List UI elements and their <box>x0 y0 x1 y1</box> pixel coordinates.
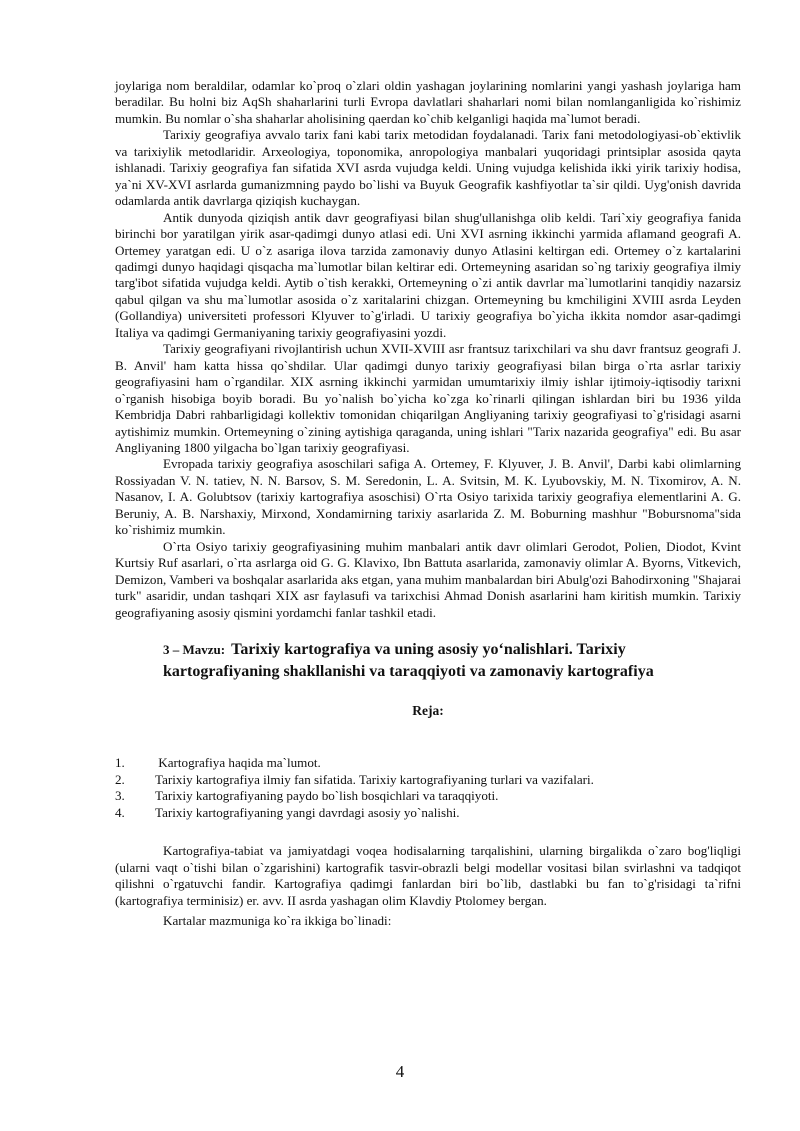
plan-title: Reja: <box>412 702 444 718</box>
plan-list <box>115 755 741 821</box>
page-number: 4 <box>395 1062 405 1081</box>
plan-item <box>115 788 741 805</box>
plan-item <box>115 755 741 772</box>
plan-item-number: 4. <box>115 804 125 820</box>
plan-item <box>115 772 741 789</box>
plan-item-text: Tarixiy kartografiya ilmiy fan sifatida. Tarixiy kartografiyaning turlari va vazifalari. <box>155 771 594 787</box>
topic-heading <box>115 639 741 683</box>
paragraph: Kartalar mazmuniga ko`ra ikkiga bo`linadi: <box>163 913 392 929</box>
topic-label: 3 – Mavzu: <box>163 641 226 657</box>
document-page <box>115 78 741 930</box>
paragraph: Kartografiya-tabiat va jamiyatdagi voqea hodisalarning tarqalishini, ularning birgalikda o`zaro bog'liqligi (ularni vaqt o`tishi bilan o`zgarishini) kartografik tasvir-obrazli belgi modellar vositasi bilan svirlashni va tadqiqot qilishni o`rgatuvchi fandir. Kartografiya qadimgi fanlardan biri bo`lib, dastlabki bu fan to`g'risidagi ta`rifni (kartografiya terminisiz) er. avv. II asrda yashagan olim Klavdiy Ptolomey bergan. <box>115 843 741 908</box>
paragraph: O`rta Osiyo tarixiy geografiyasining muhim manbalari antik davr olimlari Gerodot, Polien, Diodot, Kvint Kurtsiy Ruf asarlari, o`rta asrlarga oid G. G. Klavixo, Ibn Battuta asarlarida, zamonaviy olimlar A. Byorns, Vitkevich, Demizon, Vamberi va boshqalar asarlarida aks etgan, yana muhim manbalardan biri Abulg'ozi Bahodirxoning "Shajarai turk" asaridir, undan tashqari XIX asr faylasufi va tarixchisi Ahmad Donish asarlarini ham kiritish mumkin. Tarixiy geografiyaning asosiy qismini yordamchi fanlar tashkil etadi. <box>115 538 741 620</box>
plan-item-text: Tarixiy kartografiyaning yangi davrdagi asosiy yo`nalishi. <box>155 804 460 820</box>
paragraph: Evropada tarixiy geografiya asoschilari safiga A. Ortemey, F. Klyuver, J. B. Anvil', Darbi kabi olimlarning Rossiyadan V. N. tatiev, N. N. Barsov, S. M. Seredonin, L. A. Svitsin, M. K. Lyubovskiy, M. N. Tixomirov, A. N. Nasanov, I. A. Golubtsov (tarixiy kartografiya asoschisi) O`rta Osiyo tarixida tarixiy geografiya elementlarini A. G. Beruniy, A. B. Narshaxiy, Mirxond, Xondamirning tarixiy asarlarida Z. M. Boburning mashhur "Bobursnoma"sida ko`rishimiz mumkin. <box>115 456 741 538</box>
paragraph-continuation: joylariga nom beraldilar, odamlar ko`proq o`zlari oldin yashagan joylarining nomlarini yangi yashash joylariga ham beradilar. Bu holni biz AqSh shaharlarini turli Evropa davlatlari shaharlari nomi bilan nomlanganligida ko`rishimiz mumkin. Bu nomlar o`sha shaharlar aholisining qaerdan ko`chib kelganligi haqida ma`lumot beradi. <box>115 78 741 126</box>
paragraph: Antik dunyoda qiziqish antik davr geografiyasi bilan shug'ullanishga olib keldi. Tari`xiy geografiya fanida birinchi bor yaratilgan yirik asar-qadimgi dunyo atlasi edi. Uni XVI asrning ikkinchi yarmida aflamand geografi A. Ortemey yaratgan edi. U o`z asariga ilova tarzida zamonaviy dunyo Atlasini keltirgan edi. Ortemey o`z kartalarini qadimgi dunyo haqidagi qisqacha ma`lumotlar bilan keltirar edi. Ortemeyning asaridan so`ng tarixiy geografiya ilmiy targ'ibot sifatida vujudga keldi. Aytib o`tish kerakki, Ortemeyning o`zi antik davrlar ma`lumotlarini tanqidiy nazarsiz qabul qilgan va shu ma`lumotlar asosida o`z xaritalarini chizgan. Ortemeyning bu kmchiligini XVIII asrda Leyden (Gollandiya) universiteti professori Klyuver to`g'irladi. U tarixiy geografiya bo`yicha ikkita nomdor asar-qadimgi Italiya va qadimgi Germaniyaning tarixiy geografiyasini yozdi. <box>115 209 741 340</box>
plan-item-number: 2. <box>115 771 125 787</box>
plan-item-number: 3. <box>115 788 125 804</box>
plan-item-text: Kartografiya haqida ma`lumot. <box>155 754 321 770</box>
plan-item-number: 1. <box>115 754 125 770</box>
topic-title: Tarixiy kartografiya va uning asosiy yo‘nalishlari. Tarixiy kartografiyaning shakllanishi va taraqqiyoti va zamonaviy kartografiya <box>163 640 654 680</box>
plan-item-text: Tarixiy kartografiyaning paydo bo`lish bosqichlari va taraqqiyoti. <box>155 788 499 804</box>
plan-item <box>115 805 741 822</box>
paragraph: Tarixiy geografiyani rivojlantirish uchun XVII-XVIII asr frantsuz tarixchilari va shu davr frantsuz geografi J. B. Anvil' ham katta hissa qo`shdilar. Ular qadimgi dunyo tarixiy geografiyasi bilan birga o`rta asrlar tarixiy geografiyasini ham o`rgandilar. XIX asrning ikkinchi yarmidan umumtarixiy ilmiy ishlar ijtimoiy-iqtisodiy tarixni o`rganish hisobiga boyib boradi. Bu yo`nalish bo`yicha ko`zga ko`rinarli qilingan ishlardan biri bu 1936 yilda Kembridja Dabri rahbarligidagi kollektiv tomonidan chiqarilgan Angliyaning tarixiy geografiyasi to`g'risidagi asarni aytishimiz mumkin. Ortemeyning o`zining aytishiga qaraganda, uning ishlari "Tarix nazarida geografiya" edi. Bu asar Angliyaning 1800 yilgacha bo`lgan tarixiy geografiyasi. <box>115 341 741 455</box>
paragraph: Tarixiy geografiya avvalo tarix fani kabi tarix metodidan foydalanadi. Tarix fani metodologiyasi-ob`ektivlik va tarixiylik metodlaridir. Arxeologiya, toponomika, anropologiya manbalari yuqoridagi printsiplar asosida qayta ishlanadi. Tarixiy geografiya fan sifatida XVI asrda vujudga keldi. Uning vujudga kelishida ikki yirik tarixiy hodisa, ya`ni XV-XVI asrlarda gumanizmning paydo bo`lishi va Buyuk Geografik kashfiyotlar ta`sir qildi. Uyg'onish davrida odamlarda antik davrlarga qiziqish kuchaygan. <box>115 127 741 209</box>
